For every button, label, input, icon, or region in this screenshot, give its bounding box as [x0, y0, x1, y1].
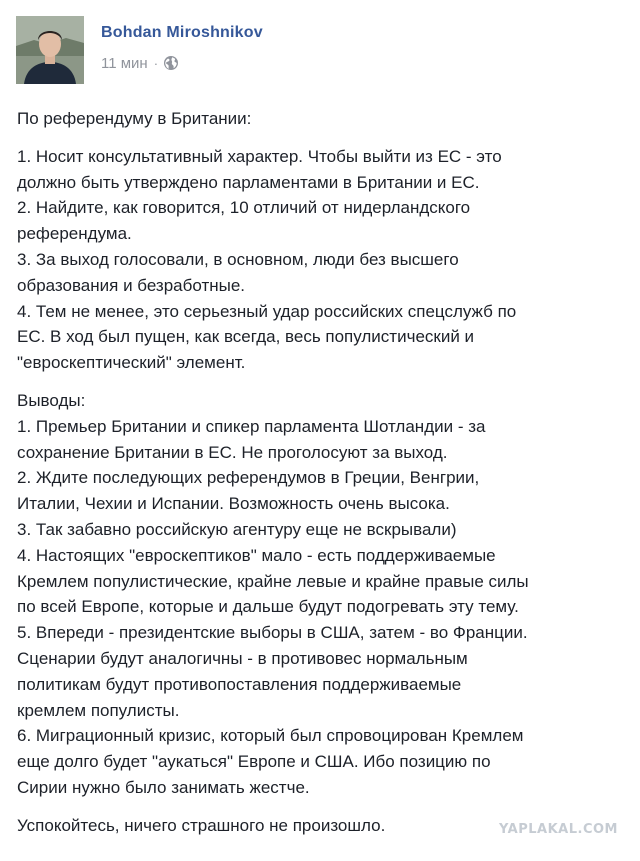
post-timestamp[interactable]: 11 мин — [101, 54, 148, 72]
post-paragraph-closing: Успокойтесь, ничего страшного не произошло. — [17, 815, 386, 835]
post-meta — [101, 54, 179, 72]
meta-separator: · — [153, 55, 159, 71]
site-watermark: YAPLAKAL.COM — [499, 822, 618, 837]
post-paragraph-intro: По референдуму в Британии: — [17, 109, 252, 128]
author-name-link[interactable]: Bohdan Miroshnikov — [101, 24, 263, 41]
post-paragraph-conclusions: Выводы: 1. Премьер Британии и спикер парламента Шотландии - за сохранение Британии в ЕС. Не проголосуют за выход. 2. Ждите последующих референдумов в Греции, Венгрии, Италии, Чехии и Испании. Возможность очень высока. 3. Так забавно российскую агентуру еще не вскрывали) 4. Настоящих "евроскептиков" мало - есть поддерживаемые Кремлем популистические, крайне левые и крайне правые силы по всей Европе, которые и дальше будут подогревать эту тему. 5. Впереди - президентские выборы в США, затем - во Франции. Сценарии будут аналогичны - в противовес нормальным политикам будут противопоставления поддерживаемые кремлем популисты. 6. Миграционный кризис, который был спровоцирован Кремлем еще долго будет "аукаться" Европе и США. Ибо позицию по Сирии нужно было занимать жестче. — [17, 390, 529, 797]
avatar[interactable] — [16, 16, 84, 84]
post-paragraph-points: 1. Носит консультативный характер. Чтобы выйти из ЕС - это должно быть утверждено парламентами в Британии и ЕС. 2. Найдите, как говорится, 10 отличий от нидерландского референдума. 3. За выход голосовали, в основном, люди без высшего образования и безработные. 4. Тем не менее, это серьезный удар российских спецслужб по ЕС. В ход был пущен, как всегда, весь популистический и "евроскептический" элемент. — [17, 146, 517, 373]
globe-icon[interactable] — [163, 55, 179, 71]
avatar-photo — [16, 16, 84, 84]
post-body — [17, 106, 627, 839]
